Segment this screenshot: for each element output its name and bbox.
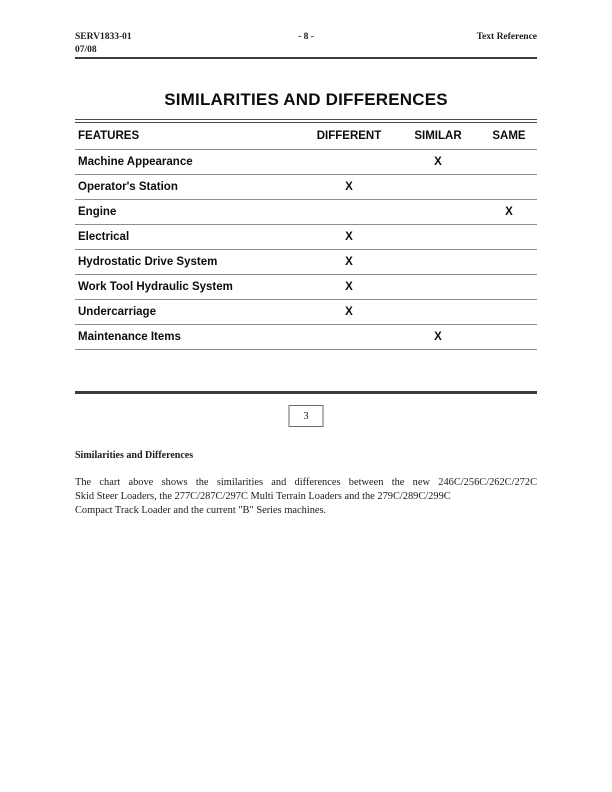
feature-cell: Maintenance Items xyxy=(78,331,181,343)
feature-cell: Machine Appearance xyxy=(78,156,193,168)
body-line: Skid Steer Loaders, the 277C/287C/297C Multi Terrain Loaders and the 279C/289C/299C xyxy=(75,491,451,502)
figure-number: 3 xyxy=(303,410,309,422)
table-row xyxy=(75,250,537,275)
column-header-same: SAME xyxy=(492,130,526,142)
figure-number-box xyxy=(289,405,324,427)
table-row xyxy=(75,225,537,250)
column-header-features: FEATURES xyxy=(78,130,140,142)
table-row xyxy=(75,200,537,225)
feature-cell: Undercarriage xyxy=(78,306,156,318)
different-mark: X xyxy=(345,256,353,268)
table-row xyxy=(75,300,537,325)
table-row xyxy=(75,275,537,300)
feature-cell: Work Tool Hydraulic System xyxy=(78,281,233,293)
page-header xyxy=(75,31,537,56)
feature-cell: Hydrostatic Drive System xyxy=(78,256,218,268)
body-line: The chart above shows the similarities and differences between the new 246C/256C/262C/272C xyxy=(75,477,537,488)
feature-cell: Operator's Station xyxy=(78,181,178,193)
table-row xyxy=(75,325,537,350)
same-mark: X xyxy=(505,206,513,218)
table-row xyxy=(75,175,537,200)
doc-date: 07/08 xyxy=(75,44,97,55)
body-line: Compact Track Loader and the current "B" Series machines. xyxy=(75,505,327,516)
different-mark: X xyxy=(345,231,353,243)
different-mark: X xyxy=(345,181,353,193)
similar-mark: X xyxy=(434,331,442,343)
section-title: Text Reference xyxy=(476,32,537,42)
table-header-row xyxy=(75,123,537,150)
page-title: SIMILARITIES AND DIFFERENCES xyxy=(164,90,448,109)
feature-cell: Engine xyxy=(78,206,117,218)
feature-cell: Electrical xyxy=(78,231,130,243)
column-header-different: DIFFERENT xyxy=(316,130,382,142)
body-paragraph xyxy=(75,476,537,518)
slide-bottom-rule xyxy=(75,391,537,394)
different-mark: X xyxy=(345,306,353,318)
different-mark: X xyxy=(345,281,353,293)
similar-mark: X xyxy=(434,156,442,168)
figure-caption: Similarities and Differences xyxy=(75,450,194,461)
doc-number: SERV1833-01 xyxy=(75,32,132,42)
doc-id-block xyxy=(75,31,298,56)
table-row xyxy=(75,150,537,175)
page-marker: - 8 - xyxy=(298,32,314,42)
column-header-similar: SIMILAR xyxy=(414,130,462,142)
features-table xyxy=(75,119,537,350)
header-rule xyxy=(75,57,537,59)
